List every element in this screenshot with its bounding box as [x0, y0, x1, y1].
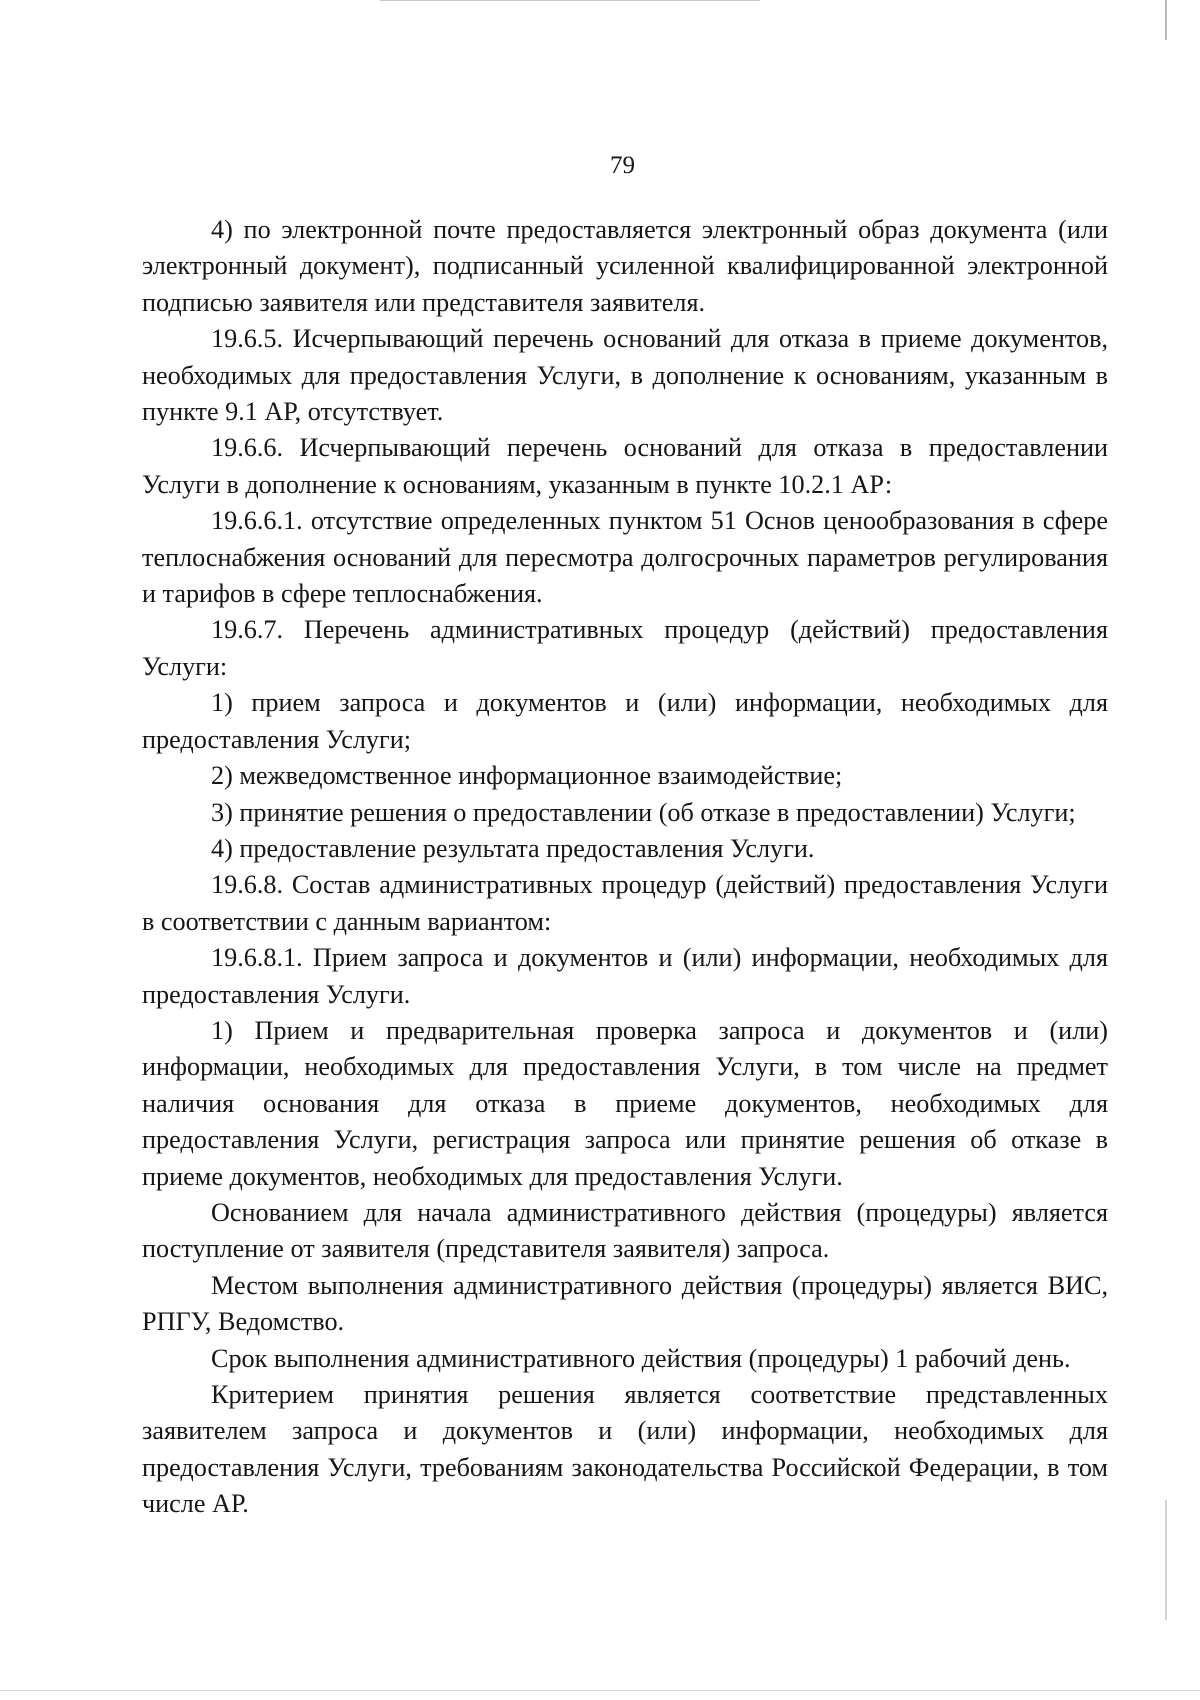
paragraph-criterion: Критерием принятия решения является соответствие представленных заявителем запроса и документов и (или) информации, необходимых для предоставления Услуги, требованиям законодательства Российской Федерации, в том числе АР. [142, 1380, 1108, 1519]
scan-edge-top [380, 0, 760, 1]
list-item-2: 2) межведомственное информационное взаимодействие; [211, 761, 843, 791]
list-item-3: 3) принятие решения о предоставлении (об отказе в предоставлении) Услуги; [211, 797, 1076, 827]
paragraph-19-6-7: 19.6.7. Перечень административных процедур (действий) предоставления Услуги: [142, 615, 1108, 681]
scan-edge-right-lower [1165, 1500, 1167, 1620]
paragraph-19-6-6-1: 19.6.6.1. отсутствие определенных пунктом 51 Основ ценообразования в сфере теплоснабжения оснований для пересмотра долгосрочных параметров регулирования и тарифов в сфере теплоснабжения. [142, 506, 1108, 609]
paragraph-19-6-6: 19.6.6. Исчерпывающий перечень оснований для отказа в предоставлении Услуги в дополнение к основаниям, указанным в пункте 10.2.1 АР: [142, 433, 1108, 499]
paragraph-19-6-8: 19.6.8. Состав административных процедур (действий) предоставления Услуги в соответствии с данным вариантом: [142, 870, 1108, 936]
paragraph-step-1: 1) Прием и предварительная проверка запроса и документов и (или) информации, необходимых для предоставления Услуги, в том числе на предмет наличия основания для отказа в приеме документов, необходимых для предоставления Услуги, регистрация запроса или принятие решения об отказе в приеме документов, необходимых для предоставления Услуги. [142, 1015, 1108, 1191]
paragraph-19-6-5: 19.6.5. Исчерпывающий перечень оснований для отказа в приеме документов, необходимых для предоставления Услуги, в дополнение к основаниям, указанным в пункте 9.1 АР, отсутствует. [142, 324, 1108, 427]
page-number: 79 [610, 152, 635, 179]
paragraph-email-submission: 4) по электронной почте предоставляется электронный образ документа (или электронный документ), подписанный усиленной квалифицированной электронной подписью заявителя или представителя заявителя. [142, 215, 1108, 317]
paragraph-19-6-8-1: 19.6.8.1. Прием запроса и документов и (или) информации, необходимых для предоставления Услуги. [142, 943, 1108, 1009]
document-body [142, 212, 1108, 1523]
paragraph-place: Местом выполнения административного действия (процедуры) является ВИС, РПГУ, Ведомство. [142, 1270, 1108, 1337]
scan-edge-right-upper [1165, 0, 1167, 40]
scan-edge-bottom [0, 1690, 1200, 1691]
list-item-1: 1) прием запроса и документов и (или) информации, необходимых для предоставления Услуги; [142, 688, 1108, 754]
paragraph-deadline: Срок выполнения административного действия (процедуры) 1 рабочий день. [211, 1343, 1071, 1373]
list-item-4: 4) предоставление результата предоставления Услуги. [211, 833, 815, 863]
paragraph-basis: Основанием для начала административного действия (процедуры) является поступление от заявителя (представителя заявителя) запроса. [142, 1197, 1108, 1264]
